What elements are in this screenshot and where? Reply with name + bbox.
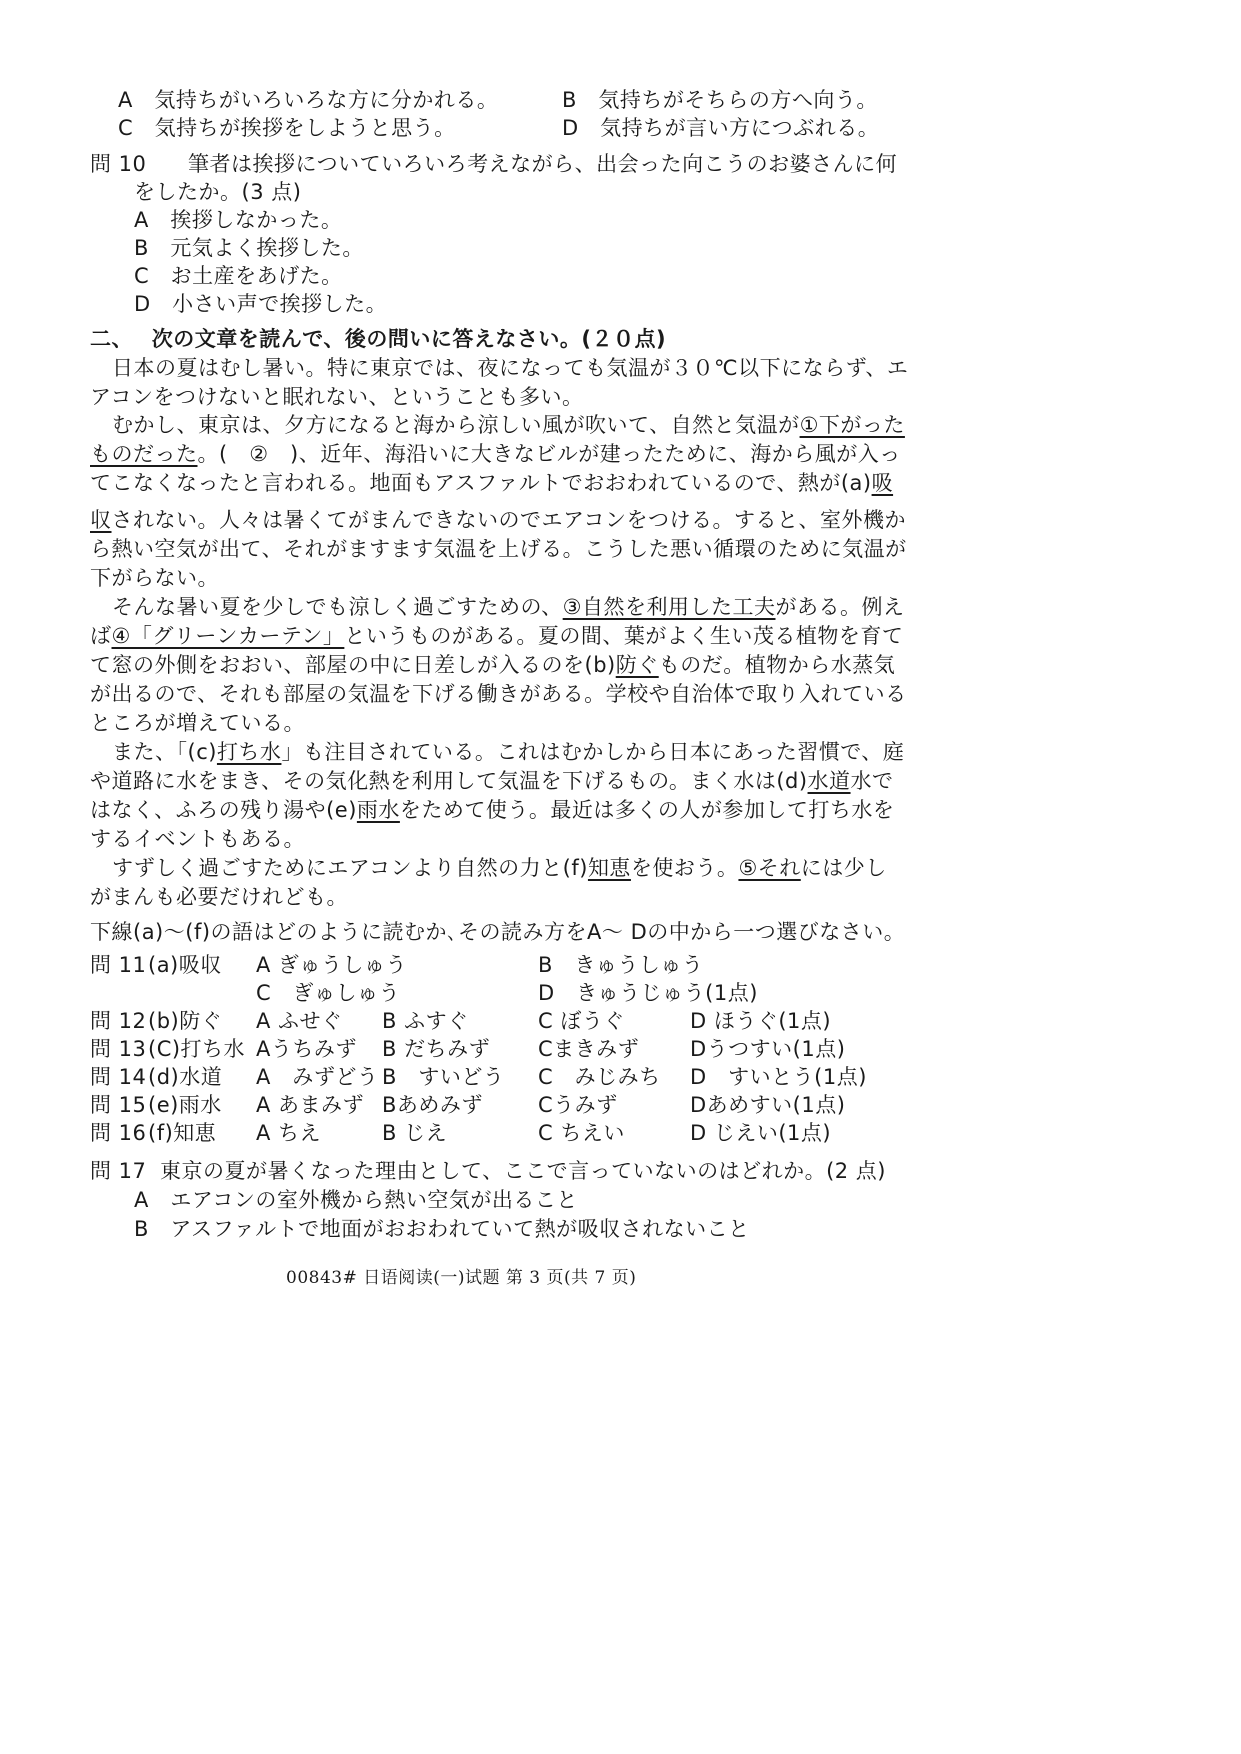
q10-option-a: A 挨拶しなかった。 [134,208,343,232]
underlined-term-b: 防ぐ [615,653,659,677]
q13-option-b: B だちみず [382,1037,491,1061]
q14-option-d: D すいとう(1点) [690,1065,867,1089]
text-segment: というものがある。夏の間、葉がよく生い茂る植物を育て [344,624,904,648]
q12-option-a: A ふせぐ [256,1009,343,1033]
q17-text: 東京の夏が暑くなった理由として、ここで言っていないのはどれか。(2 点) [160,1159,886,1183]
q16-option-b: B じえ [382,1121,448,1145]
passage-p5-line2: がまんも必要だけれども。 [90,885,348,909]
text-segment: 」も注目されている。これはむかしから日本にあった習慣で、庭 [281,740,905,764]
q11-word: (a)吸収 [148,953,222,977]
underlined-term-a: 吸 [871,471,894,495]
q11-option-a: A ぎゅうしゅう [256,953,408,977]
q13-option-c: Cまきみず [538,1037,640,1061]
text-segment: 。( ② )、近年、海沿いに大きなビルが建ったために、海から風が入っ [197,442,901,466]
q15-option-c: Cうみず [538,1093,618,1117]
underlined-term-1: ①下がった [799,413,905,437]
underlined-term-4: ④「グリーンカーテン」 [111,624,345,648]
q16-option-d: D じえい(1点) [690,1121,832,1145]
passage-p4-line1 [112,738,904,766]
text-segment: 水で [850,769,894,793]
passage-p2-line6: 下がらない。 [90,566,219,590]
text-segment: ものだ。植物から水蒸気 [658,653,896,677]
section2-heading: 二、 次の文章を読んで、後の問いに答えなさい。(２０点) [90,327,667,351]
q12-word: (b)防ぐ [148,1009,223,1033]
underlined-term-f: 知恵 [587,856,631,880]
text-segment: を使おう。 [630,856,739,880]
underlined-term-3: ③自然を利用した工夫 [562,595,776,619]
q17-option-b: B アスファルトで地面がおおわれていて熱が吸収されないこと [134,1217,750,1241]
text-segment: てこなくなったと言われる。地面もアスファルトでおおわれているので、熱が(a) [90,471,872,495]
text-segment: そんな暑い夏を少しでも涼しく過ごすための、 [112,595,563,619]
q13-number: 問 13 [90,1037,147,1061]
reading-instruction: 下線(a)～(f)の語はどのように読むか､その読み方をA～ Dの中から一つ選びなさい。 [90,920,906,944]
underlined-term-d: 水道 [807,769,851,793]
q15-option-b: Bあめみず [382,1093,483,1117]
q10-option-d: D 小さい声で挨拶した。 [134,292,388,316]
q9-option-b: B 気持ちがそちらの方へ向う。 [562,88,878,112]
text-segment: には少し [800,856,887,880]
q16-option-a: A ちえ [256,1121,322,1145]
text-segment: されない。人々は暑くてがまんできないのでエアコンをつける。すると、室外機か [111,508,906,532]
passage-p2-line4 [90,506,906,534]
passage-p3-line1 [112,593,905,621]
text-segment: ば [90,624,112,648]
page-footer: 00843# 日语阅读(一)试题 第 3 页(共 7 页) [286,1268,637,1288]
q11-number: 問 11 [90,953,147,977]
q17-number: 問 17 [90,1159,147,1183]
q12-option-d: D ほうぐ(1点) [690,1009,832,1033]
passage-p3-line3 [90,651,895,679]
q16-number: 問 16 [90,1121,147,1145]
passage-p2-line3 [90,469,893,497]
text-segment: や道路に水をまき、その気化熱を利用して気温を下げるもの。まく水は(d) [90,769,808,793]
passage-p4-line4: するイベントもある。 [90,827,305,851]
q11-option-b: B きゅうしゅう [538,953,704,977]
q10-text-line2: をしたか。(3 点) [134,180,302,204]
passage-p2-line5: ら熱い空気が出て、それがますます気温を上げる。こうした悪い循環のために気温が [90,537,907,561]
q15-number: 問 15 [90,1093,147,1117]
q10-option-b: B 元気よく挨拶した。 [134,236,364,260]
q14-option-c: C みじみち [538,1065,661,1089]
text-segment: また、「(c) [112,740,217,764]
passage-p2-line2 [90,440,901,468]
underlined-term-1-cont: ものだった [90,442,198,466]
underlined-term-c: 打ち水 [216,740,282,764]
q12-option-b: B ふすぐ [382,1009,469,1033]
underlined-term-e: 雨水 [356,798,400,822]
q14-option-b: B すいどう [382,1065,505,1089]
q14-option-a: A みずどう [256,1065,379,1089]
q9-option-a: A 気持ちがいろいろな方に分かれる。 [118,88,499,112]
q13-option-a: Aうちみず [256,1037,357,1061]
q16-word: (f)知恵 [148,1121,217,1145]
passage-p2-line1 [112,411,905,439]
q14-word: (d)水道 [148,1065,223,1089]
q9-option-d: D 気持ちが言い方につぶれる。 [562,116,880,140]
passage-p3-line2 [90,622,903,650]
text-segment: すずしく過ごすためにエアコンより自然の力と(f) [112,856,588,880]
q11-option-c: C ぎゅしゅう [256,981,401,1005]
q13-option-d: Dうつすい(1点) [690,1037,846,1061]
q15-option-a: A あまみず [256,1093,365,1117]
q12-option-c: C ぼうぐ [538,1009,625,1033]
text-segment: はなく、ふろの残り湯や(e) [90,798,357,822]
passage-p4-line2 [90,767,894,795]
q11-option-d: D きゅうじゅう(1点) [538,981,758,1005]
q10-text-line1: 筆者は挨拶についていろいろ考えながら、出会った向こうのお婆さんに何 [188,152,898,176]
q9-option-c: C 気持ちが挨拶をしようと思う。 [118,116,456,140]
q10-option-c: C お土産をあげた。 [134,264,343,288]
q12-number: 問 12 [90,1009,147,1033]
q10-number: 問 10 [90,152,147,176]
passage-p5-line1 [112,854,887,882]
q15-option-d: Dあめすい(1点) [690,1093,846,1117]
passage-p1-line2: アコンをつけないと眠れない、ということも多い。 [90,385,584,409]
q15-word: (e)雨水 [148,1093,222,1117]
text-segment: がある。例え [775,595,905,619]
underlined-term-5: ⑤それ [738,856,801,880]
q16-option-c: C ちえい [538,1121,625,1145]
passage-p1-line1: 日本の夏はむし暑い。特に東京では、夜になっても気温が３０℃以下にならず、エ [112,356,909,380]
underlined-term-a-cont: 収 [90,508,112,532]
text-segment: をためて使う。最近は多くの人が参加して打ち水を [399,798,895,822]
q13-word: (C)打ち水 [148,1037,246,1061]
text-segment: むかし、東京は、夕方になると海から涼しい風が吹いて、自然と気温が [112,413,800,437]
passage-p3-line5: ところが増えている。 [90,711,305,735]
passage-p4-line3 [90,796,894,824]
q17-option-a: A エアコンの室外機から熱い空気が出ること [134,1188,578,1212]
text-segment: て窓の外側をおおい、部屋の中に日差しが入るのを(b) [90,653,616,677]
q14-number: 問 14 [90,1065,147,1089]
passage-p3-line4: が出るので、それも部屋の気温を下げる働きがある。学校や自治体で取り入れている [90,682,907,706]
